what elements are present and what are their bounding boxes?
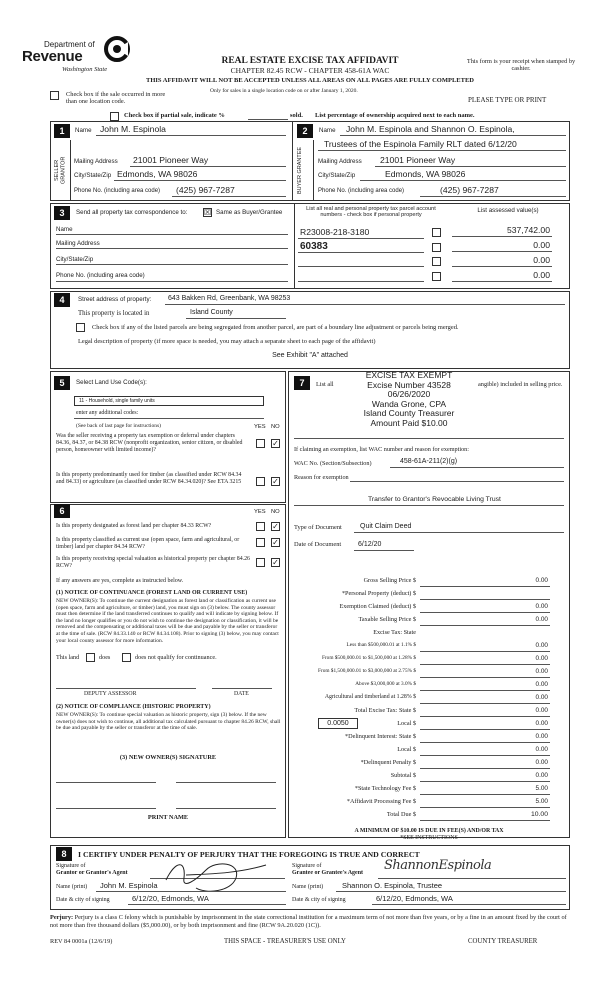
grantor-name-print-label: Name (print) (56, 884, 88, 890)
grantee-date-city: 6/12/20, Edmonds, WA (376, 894, 453, 903)
section-6-number: 6 (54, 504, 70, 518)
tangible-label: angible) included in selling price. (478, 381, 563, 388)
section-5-no-header: NO (271, 424, 280, 430)
agricultural-label: Agricultural and timberland at 1.28% $ (324, 694, 416, 700)
sold-label: sold. (290, 112, 303, 119)
total-due-label: Total Due $ (386, 811, 416, 818)
print-name-label: PRINT NAME (147, 814, 189, 821)
land-does-checkbox[interactable] (86, 653, 95, 662)
section-6-q3-yes-checkbox[interactable] (256, 558, 265, 567)
land-does-not-label: does not qualify for continuance. (135, 654, 217, 661)
delinquent-interest-local-value: 0.00 (535, 746, 548, 753)
deputy-assessor-signature-line[interactable] (56, 688, 196, 689)
grantee-print-name: Shannon O. Espinola, Trustee (342, 881, 443, 890)
if-yes-note: If any answers are yes, complete as instructed below. (56, 578, 184, 584)
section-5-number: 5 (54, 376, 70, 390)
grantee-phone-value: (425) 967-7287 (440, 185, 499, 195)
stamp-line-3: 06/26/2020 (387, 389, 431, 400)
section-6-q3-no-checkbox[interactable]: ✓ (272, 558, 279, 567)
section-5-q2-no-checkbox[interactable]: ✓ (272, 477, 279, 486)
grantor-signature-label-2: Grantor or Grantor's Agent (56, 870, 128, 876)
personal-property-checkbox-3[interactable] (432, 257, 441, 266)
delinquent-interest-state-value: 0.00 (535, 733, 548, 740)
grantor-date-label: Date & city of signing (56, 897, 110, 903)
grantor-signature-drawing (146, 850, 276, 900)
section-5-question-1: Was the seller receiving a property tax exemption or deferral under chapters 84.36, 84.37, or 84.38 RCW (nonprofit organization, senior citizen, or disabled person, homeowner with limited income)? (56, 433, 243, 453)
gross-selling-price-label: Gross Selling Price $ (363, 577, 416, 584)
reason-label: Reason for exemption (294, 474, 349, 481)
legal-description-value: See Exhibit "A" attached (272, 352, 348, 359)
technology-fee-label: *State Technology Fee $ (354, 785, 416, 792)
agricultural-value: 0.00 (535, 694, 548, 701)
same-as-grantee-checkbox[interactable]: ☒ (204, 208, 212, 217)
assessed-value-4: 0.00 (533, 270, 550, 280)
grantor-print-name: John M. Espinola (100, 881, 158, 890)
section-5-q1-yes-checkbox[interactable] (256, 439, 265, 448)
delinquent-interest-local-label: Local $ (397, 746, 416, 753)
section-3-number: 3 (54, 206, 70, 220)
grantor-side-label: SELLER GRANTOR (54, 156, 67, 184)
grantee-signature-script: ShannonEspinola (384, 858, 492, 873)
correspondence-city-label: City/State/Zip (56, 256, 94, 263)
grantor-mailing-label: Mailing Address (74, 158, 118, 165)
grantor-name-value: John M. Espinola (100, 124, 166, 134)
print-note: PLEASE TYPE OR PRINT (468, 96, 547, 104)
street-address-value: 643 Bakken Rd, Greenbank, WA 98253 (168, 295, 291, 302)
segregated-label: Check box if any of the listed parcels are being segregated from another parcel, are part of a boundary line adjustment or parcels being merged. (92, 324, 459, 331)
assessor-date-line[interactable] (212, 688, 272, 689)
form-title: REAL ESTATE EXCISE TAX AFFIDAVIT (221, 56, 399, 66)
see-back-note: (See back of last page for instructions) (76, 423, 161, 429)
bracket-3-label: From $1,500,000.01 to $3,000,000 at 2.75% $ (318, 668, 416, 674)
new-owner-signature-line-1[interactable] (56, 782, 156, 783)
technology-fee-value: 5.00 (535, 785, 548, 792)
perjury-label: Perjury: (50, 914, 74, 921)
section-6-yes-header: YES (254, 509, 266, 515)
section-6-q2-no-checkbox[interactable]: ✓ (272, 538, 279, 547)
grantee-mailing-value: 21001 Pioneer Way (380, 155, 456, 165)
reason-value: Transfer to Grantor's Revocable Living Trust (368, 496, 501, 503)
section-6-question-3: Is this property receiving special valuation as historical property per chapter 84.26 RCW? (56, 556, 250, 569)
excise-tax-state-label: Excise Tax: State (373, 629, 416, 636)
document-date-label: Date of Document (294, 541, 342, 548)
receipt-note: This form is your receipt when stamped by cashier. (466, 58, 576, 73)
assessed-value-1: 537,742.00 (506, 225, 550, 235)
section-6-question-2: Is this property classified as current use (open space, farm and agricultural, or timber) land per chapter 84.34 RCW? (56, 537, 240, 550)
assessed-value-2: 0.00 (533, 240, 550, 250)
total-excise-state-value: 0.00 (535, 707, 548, 714)
grantor-mailing-value: 21001 Pioneer Way (133, 155, 209, 165)
tax-calculation-table (290, 577, 568, 827)
partial-sale-label: Check box if partial sale, indicate % (124, 112, 225, 119)
grantee-name-value-2: Trustees of the Espinola Family RLT dated 6/12/20 (324, 139, 517, 149)
additional-codes-label: enter any additional codes: (76, 410, 139, 416)
list-all-label: List all (316, 381, 334, 388)
land-does-not-checkbox[interactable] (122, 653, 131, 662)
section-6-box (50, 504, 286, 838)
section-6-q1-yes-checkbox[interactable] (256, 522, 265, 531)
grantee-name-print-label: Name (print) (292, 884, 324, 890)
notice-continuance-title: (1) NOTICE OF CONTINUANCE (FOREST LAND OR CURRENT USE) (56, 590, 248, 596)
bracket-3-value: 0.00 (535, 668, 548, 675)
form-subtitle: CHAPTER 82.45 RCW - CHAPTER 458-61A WAC (230, 66, 390, 75)
notice-continuance-body: NEW OWNER(S): To continue the current designation as forest land or classification as current use (open space, farm and agriculture, or timber) land, you must sign on (3) below. The county assessor must then determine if the land transferred continues to qualify and will indicate by signing below. If the land no longer qualifies or you do not wish to continue the designation or classification, it will be removed and the compensating or additional taxes will be due and payable by the seller or transferor at the time of sale. (RCW 84.33.140 or RCW 84.34.108). Prior to signing (3) below, you may contact your local county assessor for more information. (56, 598, 279, 644)
correspondence-name-label: Name (56, 226, 73, 233)
additional-codes-field[interactable] (74, 418, 264, 419)
land-does-label: does (99, 654, 111, 661)
stamp-line-1: EXCISE TAX EXEMPT (365, 370, 453, 380)
parcel-number-2: 60383 (300, 241, 328, 252)
grantee-signature-label-2: Grantee or Grantee's Agent (292, 870, 364, 876)
same-as-grantee-label: Same as Buyer/Grantee (216, 209, 283, 216)
segregated-checkbox[interactable] (76, 323, 85, 332)
notice-compliance-body: NEW OWNER(S): To continue special valuation as historic property, sign (3) below. If the new owner(s) does not wish to continue, all additional tax calculated pursuant to chapter 84.26 RCW, shall be due and payable by the seller or transferor at the time of sale. (56, 712, 281, 732)
certify-statement: I CERTIFY UNDER PENALTY OF PERJURY THAT THE FOREGOING IS TRUE AND CORRECT (78, 850, 420, 859)
located-label: This property is located in (78, 310, 150, 317)
section-5-q1-no-checkbox[interactable]: ✓ (272, 439, 279, 448)
local-rate-box: 0.0050 (318, 718, 358, 729)
grantor-city-value: Edmonds, WA 98026 (117, 169, 198, 179)
correspondence-mailing-label: Mailing Address (56, 240, 100, 247)
section-7-number: 7 (294, 376, 310, 390)
print-name-line-2[interactable] (176, 808, 276, 809)
stamp-line-2: Excise Number 43528 (367, 379, 451, 390)
land-use-select[interactable]: 11 - Household, single family units (74, 396, 264, 406)
personal-property-checkbox-2[interactable] (432, 243, 441, 252)
grantee-signature-label-1: Signature of (292, 863, 322, 869)
total-due-value: 10.00 (530, 811, 548, 818)
section-5-yes-header: YES (254, 424, 266, 430)
perjury-notice (50, 914, 570, 930)
document-type-label: Type of Document (294, 524, 342, 531)
dept-logo-text: Revenue (22, 48, 83, 65)
assessed-value-header: List assessed value(s) (477, 207, 539, 214)
subtotal-label: Subtotal $ (390, 772, 416, 779)
partial-sale-percent-field[interactable] (248, 119, 288, 120)
document-date-value: 6/12/20 (358, 541, 382, 548)
grantee-name-label: Name (319, 127, 336, 134)
send-correspondence-label: Send all property tax correspondence to: (76, 209, 188, 216)
bracket-1-value: 0.00 (535, 642, 548, 649)
bracket-4-value: 0.00 (535, 681, 548, 688)
delinquent-penalty-label: *Delinquent Penalty $ (360, 759, 416, 766)
grantee-signature-line[interactable] (378, 878, 566, 879)
document-type-value: Quit Claim Deed (360, 523, 412, 530)
grantee-city-label: City/State/Zip (318, 172, 356, 179)
grantor-date-city: 6/12/20, Edmonds, WA (132, 894, 209, 903)
county-treasurer-label: COUNTY TREASURER (468, 938, 538, 945)
local-tax-value: 0.00 (535, 720, 548, 727)
claiming-exemption-label: If claiming an exemption, list WAC number and reason for exemption: (294, 446, 469, 453)
parcel-header: List all real and personal property tax parcel account numbers - check box if personal property (306, 206, 436, 219)
new-owner-signature-line-2[interactable] (176, 782, 276, 783)
section-5-question-2: Is this property predominantly used for timber (as classified under RCW 84.34 and 84.33) or agriculture (as classified under RCW 84.34.020)? See ETA 3215 (56, 472, 242, 485)
grantee-mailing-label: Mailing Address (318, 158, 362, 165)
grantee-side-label: BUYER GRANTEE (297, 146, 303, 194)
print-name-line-1[interactable] (56, 808, 156, 809)
ownership-note: List percentage of ownership acquired next to each name. (315, 112, 475, 119)
bracket-4-label: Above $3,000,000 at 3.0% $ (355, 681, 416, 687)
revenue-logo-icon (104, 36, 130, 62)
section-5-q2-yes-checkbox[interactable] (256, 477, 265, 486)
personal-property-checkbox-1[interactable] (432, 228, 441, 237)
grantor-phone-value: (425) 967-7287 (176, 185, 235, 195)
see-instructions-note: *SEE INSTRUCTIONS (400, 835, 458, 841)
grantor-city-label: City/State/Zip (74, 172, 112, 179)
delinquent-penalty-value: 0.00 (535, 759, 548, 766)
personal-property-label: *Personal Property (deduct) $ (341, 590, 416, 597)
section-6-question-1: Is this property designated as forest land per chapter 84.33 RCW? (56, 523, 212, 529)
grantee-date-label: Date & city of signing (292, 897, 346, 903)
this-land-label: This land (56, 654, 80, 661)
grantor-phone-label: Phone No. (including area code) (74, 188, 161, 194)
local-tax-label: Local $ (397, 720, 416, 727)
grantee-name-value-1: John M. Espinola and Shannon O. Espinola, (346, 124, 515, 134)
processing-fee-value: 5.00 (535, 798, 548, 805)
form-revision: REV 84 0001a (12/6/19) (50, 938, 113, 945)
stamp-line-6: Amount Paid $10.00 (370, 417, 448, 428)
legal-description-label: Legal description of property (if more space is needed, you may attach a separate sheet to each page of the affidavit) (78, 338, 376, 345)
notice-compliance-title: (2) NOTICE OF COMPLIANCE (HISTORIC PROPERTY) (56, 704, 211, 710)
personal-property-checkbox-4[interactable] (432, 272, 441, 281)
total-excise-state-label: Total Excise Tax: State $ (354, 707, 416, 714)
wac-label: WAC No. (Section/Subsection) (294, 460, 372, 467)
grantor-name-label: Name (75, 127, 92, 134)
partial-sale-checkbox[interactable] (110, 112, 119, 121)
minimum-due-note: A MINIMUM OF $10.00 IS DUE IN FEE(S) AND/OR TAX (354, 828, 504, 834)
deputy-assessor-label: DEPUTY ASSESSOR (84, 691, 137, 697)
section-6-no-header: NO (271, 509, 280, 515)
dept-line1: Department of (44, 40, 95, 49)
treasurer-use-label: THIS SPACE - TREASURER'S USE ONLY (224, 938, 346, 945)
grantee-city-value: Edmonds, WA 98026 (385, 169, 466, 179)
dept-line3: Washington State (62, 66, 108, 73)
multi-location-label: Check box if the sale occurred in more than one location code. (66, 91, 166, 106)
multi-location-checkbox[interactable] (50, 91, 59, 100)
section-1-number: 1 (54, 124, 70, 138)
stamp-line-4: Wanda Grone, CPA (371, 398, 447, 409)
land-use-label: Select Land Use Code(s): (76, 379, 147, 386)
parcel-number-1: R23008-218-3180 (300, 227, 370, 237)
correspondence-phone-label: Phone No. (including area code) (56, 272, 145, 279)
section-6-q2-yes-checkbox[interactable] (256, 538, 265, 547)
taxable-selling-price-label: Taxable Selling Price $ (358, 616, 416, 623)
wac-value: 458-61A-211(2)(g) (400, 458, 458, 465)
section-4-number: 4 (54, 293, 70, 307)
gross-selling-price-value: 0.00 (535, 577, 548, 584)
exemption-claimed-value: 0.00 (535, 603, 548, 610)
processing-fee-label: *Affidavit Processing Fee $ (346, 798, 416, 805)
bracket-1-label: Less than $500,000.01 at 1.1% $ (346, 642, 416, 648)
grantor-signature-label-1: Signature of (56, 863, 86, 869)
single-location-note: Only for sales in a single location code on or after January 1, 2020. (210, 88, 358, 94)
excise-tax-exempt-stamp (334, 371, 484, 428)
bracket-2-label: From $500,000.01 to $1,500,000 at 1.28% $ (321, 655, 416, 661)
taxable-selling-price-value: 0.00 (535, 616, 548, 623)
new-owner-signature-label: (3) NEW OWNER(S) SIGNATURE (119, 754, 217, 761)
section-8-number: 8 (56, 847, 72, 861)
section-6-q1-no-checkbox[interactable]: ✓ (272, 522, 279, 531)
stamp-line-5: Island County Treasurer (363, 408, 455, 419)
subtotal-value: 0.00 (535, 772, 548, 779)
assessed-value-3: 0.00 (533, 255, 550, 265)
grantee-phone-label: Phone No. (including area code) (318, 188, 405, 194)
form-warning: THIS AFFIDAVIT WILL NOT BE ACCEPTED UNLESS ALL AREAS ON ALL PAGES ARE FULLY COMPLETED (146, 77, 474, 84)
street-address-label: Street address of property: (78, 296, 152, 303)
located-value: Island County (190, 309, 233, 316)
assessor-date-label: DATE (234, 691, 249, 697)
bracket-2-value: 0.00 (535, 655, 548, 662)
exemption-claimed-label: Exemption Claimed (deduct) $ (339, 603, 416, 610)
perjury-text: Perjury is a class C felony which is punishable by imprisonment in the state correctional institution for a maximum term of not more than five years, or by a fine in an amount fixed by the court of not more than five thousand dollars ($5,000.00), or by both imprisonment and fine (RCW 9A.20.020 (1C)). (50, 914, 567, 929)
delinquent-interest-state-label: *Delinquent Interest: State $ (345, 733, 416, 740)
section-2-number: 2 (297, 124, 313, 138)
